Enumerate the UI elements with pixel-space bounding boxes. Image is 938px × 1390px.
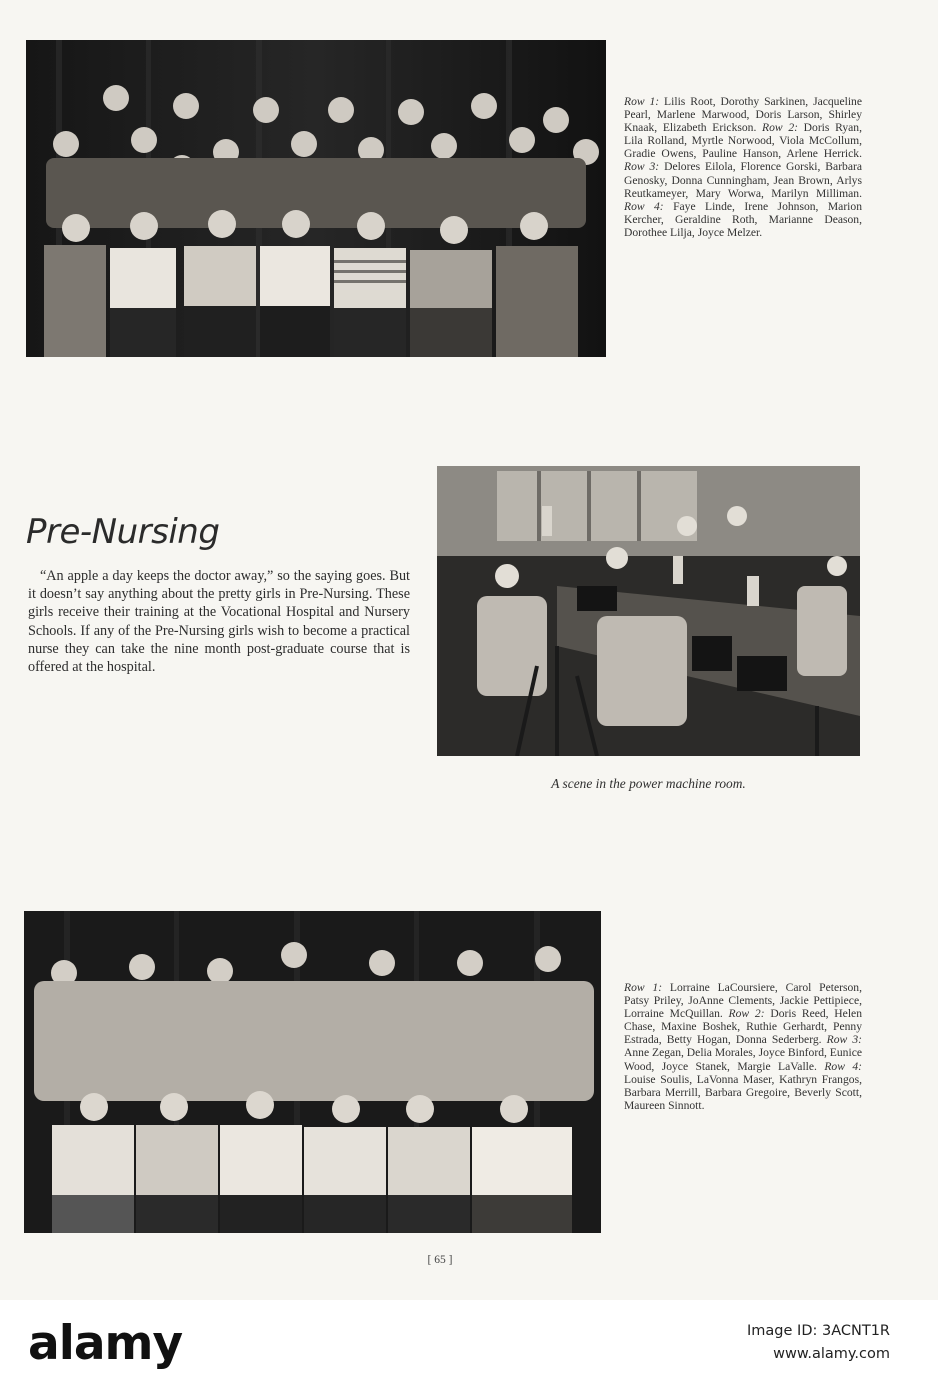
caption-row-3: Row 3: Delores Eilola, Florence Gorski, Barbara Genosky, Donna Cunningham, Jean Brown, Arlys Reutkameyer, Mary Worwa, Marilyn Milliman. [624, 160, 863, 200]
bottom-photo-caption [624, 981, 862, 1112]
watermark-logo: alamy [28, 1316, 183, 1371]
watermark-url: www.alamy.com [773, 1346, 890, 1362]
watermark-image-id: Image ID: 3ACNT1R [747, 1323, 890, 1339]
caption-row-1: Row 1: Lilis Root, Dorothy Sarkinen, Jacqueline Pearl, Marlene Marwood, Doris Larson, Shirley Knaak, Elizabeth Erickson. [624, 95, 862, 135]
caption-row-2: Row 2: Doris Reed, Helen Chase, Maxine Boshek, Ruthie Gerhardt, Penny Estrada, Betty Hogan, Donna Sederberg. [624, 1007, 862, 1047]
machine-room-caption: A scene in the power machine room. [551, 776, 746, 791]
top-photo-caption [624, 95, 862, 239]
section-body: “An apple a day keeps the doctor away,” so the saying goes. But it doesn’t say anything about the pretty girls in Pre-Nursing. These girls receive their training at the Vocational Hospital and Nursery Schools. If any of the Pre-Nursing girls wish to become a practical nurse they can take the nine month post-graduate course that is offered at the hospital. [28, 568, 410, 676]
group-photo-top [26, 40, 606, 357]
page-number: [ 65 ] [427, 1254, 453, 1266]
caption-row-1: Row 1: Lorraine LaCoursiere, Carol Peterson, Patsy Priley, JoAnne Clements, Jackie Pettipiece, Lorraine McQuillan. [624, 981, 862, 1021]
caption-row-4: Row 4: Louise Soulis, LaVonna Maser, Kathryn Frangos, Barbara Merrill, Barbara Gregoire, Beverly Scott, Maureen Sinnott. [624, 1059, 862, 1112]
caption-row-4: Row 4: Faye Linde, Irene Johnson, Marion Kercher, Geraldine Roth, Marianne Deason, Dorothee Lilja, Joyce Melzer. [624, 199, 862, 239]
caption-row-3: Row 3: Anne Zegan, Delia Morales, Joyce Binford, Eunice Wood, Joyce Stanek, Margie LaValle. [624, 1033, 862, 1073]
caption-row-2: Row 2: Doris Ryan, Lila Rolland, Myrtle Norwood, Viola McCollum, Gradie Owens, Pauline Hanson, Arlene Herrick. [624, 121, 862, 161]
machine-room-photo [437, 466, 860, 756]
section-title: Pre-Nursing [26, 512, 220, 552]
group-photo-bottom [24, 911, 601, 1233]
